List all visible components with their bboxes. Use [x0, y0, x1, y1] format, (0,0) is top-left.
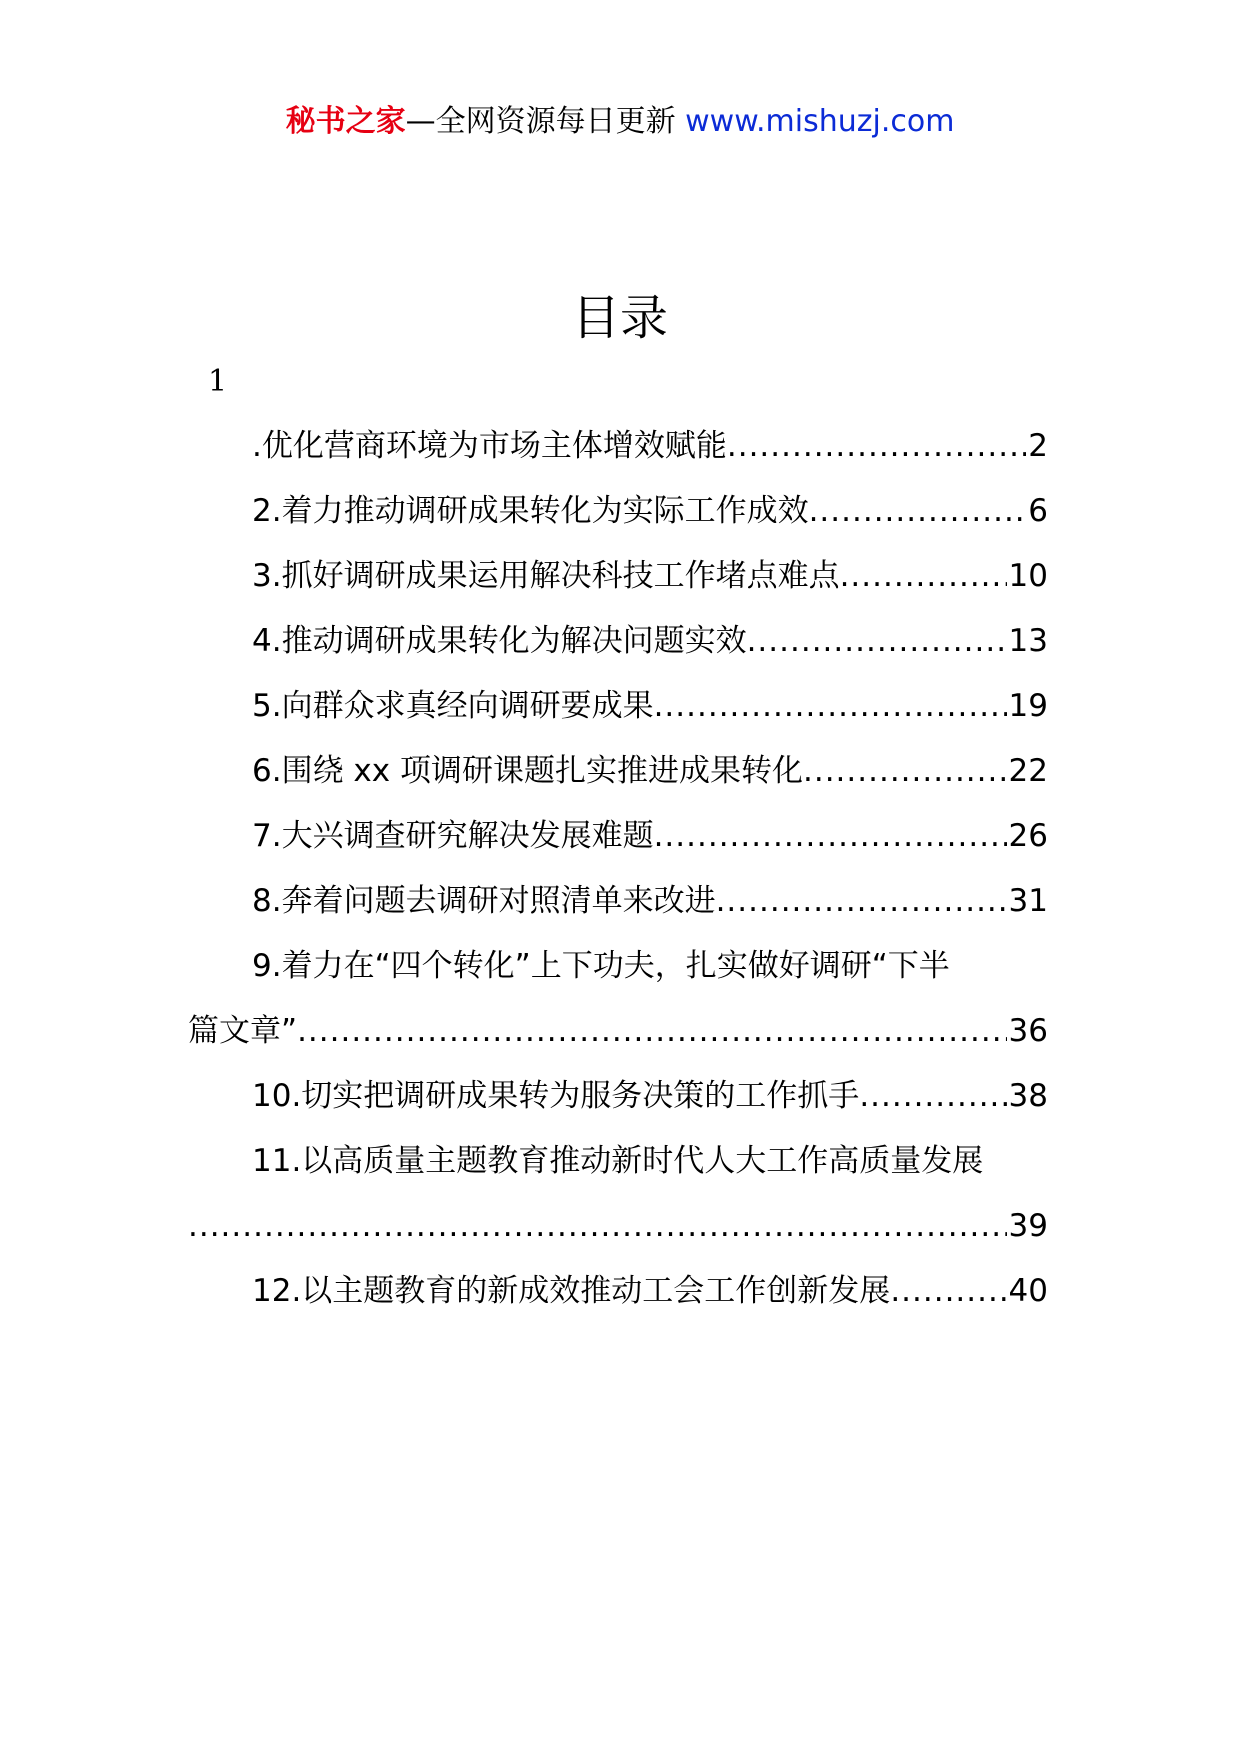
toc-entry-text: 11.以高质量主题教育推动新时代人大工作高质量发展 [252, 1143, 984, 1179]
toc-entry-text: 6.围绕 xx 项调研课题扎实推进成果转化 [252, 753, 803, 789]
toc-entry-text: 9.着力在“四个转化”上下功夫，扎实做好调研“下半 [252, 948, 950, 984]
toc-entry-text: 8.奔着问题去调研对照清单来改进 [252, 883, 716, 919]
toc-entry-text: .优化营商环境为市场主体增效赋能 [252, 428, 727, 464]
toc-leader-dots [297, 1009, 1006, 1053]
toc-entry-line [188, 944, 1048, 1009]
toc-entry-page: 2 [1028, 428, 1048, 464]
toc-entry-1[interactable] [188, 424, 1048, 489]
toc-entry-text: 4.推动调研成果转化为解决问题实效 [252, 623, 747, 659]
toc-entry-9[interactable] [188, 944, 1048, 1074]
toc-entry-11[interactable] [188, 1139, 1048, 1269]
toc-leader-dots [727, 424, 1026, 468]
toc-entry-text: 7.大兴调查研究解决发展难题 [252, 818, 654, 854]
toc-entry-page: 19 [1008, 688, 1048, 724]
toc-entry-page: 6 [1028, 493, 1048, 529]
toc-leader-dots [654, 684, 1007, 728]
toc-entry-page: 40 [1008, 1273, 1048, 1309]
toc-entry-text: 10.切实把调研成果转为服务决策的工作抓手 [252, 1078, 860, 1114]
toc-entry-page: 38 [1008, 1078, 1048, 1114]
toc-entry-12[interactable] [188, 1269, 1048, 1334]
table-of-contents [188, 424, 1048, 1334]
toc-entry-4[interactable] [188, 619, 1048, 684]
stray-page-number: 1 [208, 364, 228, 399]
brand-name: 秘书之家 [285, 104, 406, 139]
toc-entry-5[interactable] [188, 684, 1048, 749]
toc-entry-page: 13 [1008, 623, 1048, 659]
site-url-link[interactable]: www.mishuzj.com [685, 104, 955, 139]
toc-entry-text: 2.着力推动调研成果转化为实际工作成效 [252, 493, 809, 529]
toc-entry-6[interactable] [188, 749, 1048, 814]
toc-entry-text: 12.以主题教育的新成效推动工会工作创新发展 [252, 1273, 891, 1309]
toc-leader-dots [654, 814, 1007, 858]
toc-entry-7[interactable] [188, 814, 1048, 879]
toc-entry-line [188, 1204, 1048, 1269]
toc-entry-10[interactable] [188, 1074, 1048, 1139]
toc-leader-dots [747, 619, 1007, 663]
toc-leader-dots [840, 554, 1007, 598]
toc-entry-2[interactable] [188, 489, 1048, 554]
toc-entry-page: 10 [1008, 558, 1048, 594]
toc-entry-3[interactable] [188, 554, 1048, 619]
toc-leader-dots [859, 1074, 1006, 1118]
toc-entry-line [188, 1009, 1048, 1074]
toc-entry-page: 26 [1008, 818, 1048, 854]
toc-leader-dots [890, 1269, 1006, 1313]
toc-entry-text-continued: 篇文章” [188, 1013, 298, 1049]
toc-entry-8[interactable] [188, 879, 1048, 944]
toc-entry-page: 36 [1008, 1013, 1048, 1049]
header-tagline: —全网资源每日更新 [405, 104, 676, 139]
toc-leader-dots [809, 489, 1027, 533]
toc-entry-page: 31 [1008, 883, 1048, 919]
toc-entry-line [188, 1139, 1048, 1204]
toc-entry-text: 3.抓好调研成果运用解决科技工作堵点难点 [252, 558, 840, 594]
toc-entry-page: 22 [1008, 753, 1048, 789]
site-header [0, 102, 1240, 142]
toc-leader-dots [803, 749, 1007, 793]
toc-entry-page: 39 [1008, 1208, 1048, 1244]
toc-leader-dots [716, 879, 1007, 923]
page-title: 目录 [571, 290, 668, 346]
toc-entry-text: 5.向群众求真经向调研要成果 [252, 688, 654, 724]
toc-leader-dots [188, 1204, 1007, 1248]
